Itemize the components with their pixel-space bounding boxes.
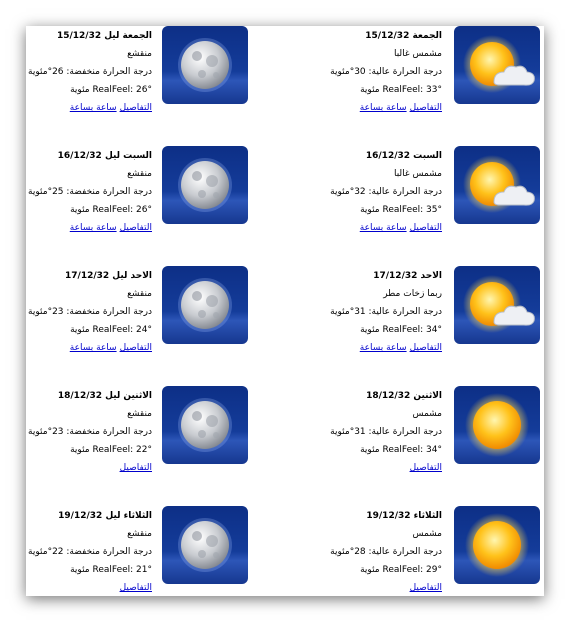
full-moon-icon: [162, 146, 248, 224]
forecast-condition: مشمس غالبا: [393, 49, 442, 59]
forecast-realfeel: RealFeel: 33° مئوية: [360, 85, 442, 95]
forecast-realfeel: RealFeel: 26° مئوية: [70, 205, 152, 215]
night-forecast-2: [28, 146, 248, 233]
forecast-temperature: درجة الحرارة منخفضة: 23°مئوية: [28, 427, 152, 437]
full-moon-icon: [162, 506, 248, 584]
sun-icon: [454, 386, 540, 464]
forecast-condition: منقشع: [127, 409, 152, 419]
forecast-date-title: الاثنين 18/12/32: [366, 391, 442, 401]
day-forecast-2: [326, 146, 540, 233]
forecast-realfeel: RealFeel: 21° مئوية: [70, 565, 152, 575]
day-forecast-text: [292, 27, 442, 117]
night-forecast-5: [28, 506, 248, 593]
forecast-temperature: درجة الحرارة منخفضة: 26°مئوية: [28, 67, 152, 77]
mostly-sunny-icon: [454, 266, 540, 344]
forecast-date-title: السبت 16/12/32: [365, 151, 442, 161]
forecast-temperature: درجة الحرارة منخفضة: 22°مئوية: [28, 547, 152, 557]
details-link[interactable]: التفاصيل: [119, 343, 152, 353]
day-forecast-5: [326, 506, 540, 593]
forecast-temperature: درجة الحرارة عالية: 31°مئوية: [330, 427, 442, 437]
day-forecast-text: [292, 387, 442, 477]
day-forecast-text: [292, 507, 442, 597]
forecast-date-title: الجمعة ليل 15/12/32: [56, 31, 152, 41]
night-forecast-text: [2, 507, 152, 597]
hourly-link[interactable]: ساعة بساعة: [359, 103, 407, 113]
forecast-temperature: درجة الحرارة عالية: 31°مئوية: [330, 307, 442, 317]
details-link[interactable]: التفاصيل: [119, 463, 152, 473]
hourly-link[interactable]: ساعة بساعة: [359, 343, 407, 353]
forecast-realfeel: RealFeel: 34° مئوية: [360, 325, 442, 335]
forecast-date-title: الاحد 17/12/32: [373, 271, 442, 281]
day-forecast-1: [326, 26, 540, 113]
forecast-date-title: الثلاثاء 19/12/32: [366, 511, 442, 521]
full-moon-icon: [162, 266, 248, 344]
night-forecast-1: [28, 26, 248, 113]
night-forecast-text: [2, 147, 152, 237]
details-link[interactable]: التفاصيل: [119, 103, 152, 113]
forecast-realfeel: RealFeel: 34° مئوية: [360, 445, 442, 455]
forecast-condition: ربما زخات مطر: [383, 289, 442, 299]
forecast-realfeel: RealFeel: 35° مئوية: [360, 205, 442, 215]
mostly-sunny-icon: [454, 26, 540, 104]
forecast-temperature: درجة الحرارة عالية: 30°مئوية: [330, 67, 442, 77]
forecast-date-title: الجمعة 15/12/32: [365, 31, 442, 41]
full-moon-icon: [162, 26, 248, 104]
forecast-condition: مشمس: [412, 529, 442, 539]
details-link[interactable]: التفاصيل: [119, 583, 152, 593]
forecast-condition: مشمس غالبا: [393, 169, 442, 179]
details-link[interactable]: التفاصيل: [119, 223, 152, 233]
night-forecast-text: [2, 267, 152, 357]
details-link[interactable]: التفاصيل: [409, 343, 442, 353]
night-forecast-text: [2, 27, 152, 117]
forecast-realfeel: RealFeel: 22° مئوية: [70, 445, 152, 455]
hourly-link[interactable]: ساعة بساعة: [69, 223, 117, 233]
details-link[interactable]: التفاصيل: [409, 583, 442, 593]
day-forecast-text: [292, 267, 442, 357]
forecast-date-title: السبت ليل 16/12/32: [57, 151, 152, 161]
details-link[interactable]: التفاصيل: [409, 463, 442, 473]
forecast-condition: منقشع: [127, 49, 152, 59]
forecast-condition: منقشع: [127, 289, 152, 299]
details-link[interactable]: التفاصيل: [409, 103, 442, 113]
forecast-condition: منقشع: [127, 529, 152, 539]
forecast-temperature: درجة الحرارة منخفضة: 23°مئوية: [28, 307, 152, 317]
forecast-temperature: درجة الحرارة عالية: 32°مئوية: [330, 187, 442, 197]
forecast-date-title: الاثنين ليل 18/12/32: [57, 391, 152, 401]
sun-icon: [454, 506, 540, 584]
forecast-realfeel: RealFeel: 29° مئوية: [360, 565, 442, 575]
mostly-sunny-icon: [454, 146, 540, 224]
day-forecast-3: [326, 266, 540, 353]
forecast-temperature: درجة الحرارة منخفضة: 25°مئوية: [28, 187, 152, 197]
hourly-link[interactable]: ساعة بساعة: [69, 103, 117, 113]
forecast-condition: مشمس: [412, 409, 442, 419]
forecast-condition: منقشع: [127, 169, 152, 179]
forecast-date-title: الثلاثاء ليل 19/12/32: [58, 511, 152, 521]
day-forecast-4: [326, 386, 540, 473]
details-link[interactable]: التفاصيل: [409, 223, 442, 233]
forecast-temperature: درجة الحرارة عالية: 28°مئوية: [330, 547, 442, 557]
hourly-link[interactable]: ساعة بساعة: [69, 343, 117, 353]
day-forecast-text: [292, 147, 442, 237]
forecast-date-title: الاحد ليل 17/12/32: [65, 271, 152, 281]
night-forecast-3: [28, 266, 248, 353]
forecast-realfeel: RealFeel: 24° مئوية: [70, 325, 152, 335]
forecast-realfeel: RealFeel: 26° مئوية: [70, 85, 152, 95]
forecast-panel: [26, 26, 544, 596]
hourly-link[interactable]: ساعة بساعة: [359, 223, 407, 233]
night-forecast-text: [2, 387, 152, 477]
night-forecast-4: [28, 386, 248, 473]
full-moon-icon: [162, 386, 248, 464]
